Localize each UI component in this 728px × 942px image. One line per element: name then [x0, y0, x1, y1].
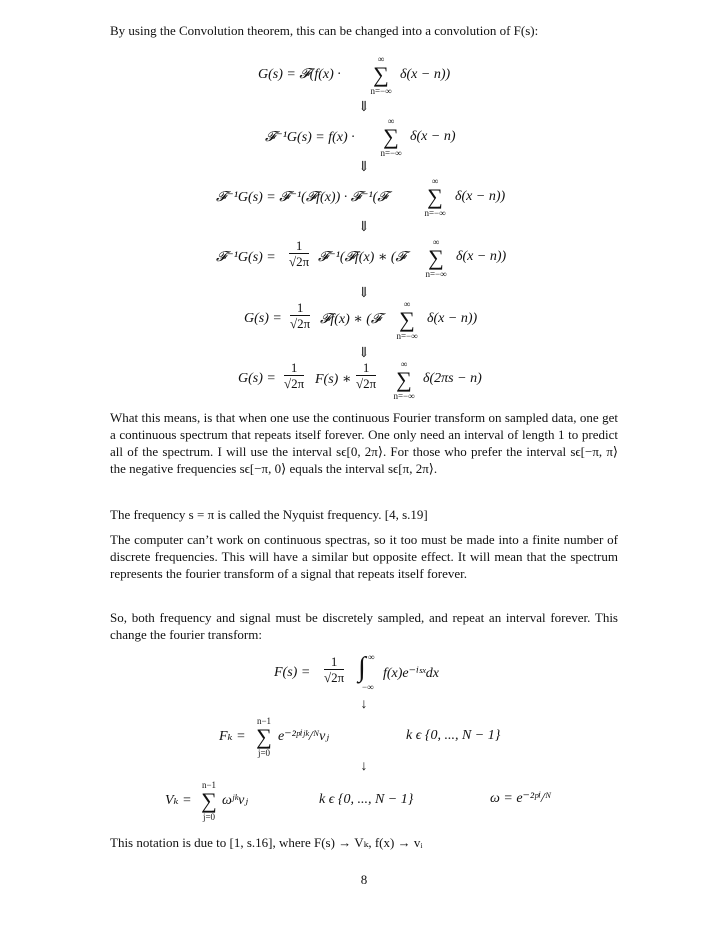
eq1-sum-bottom: n=−∞: [370, 86, 392, 96]
eq3-sum-bottom: n=−∞: [424, 208, 446, 218]
down-arrow: ↓: [360, 697, 368, 712]
eq4-mid: 𝓕⁻¹(𝓕f(x) ∗ (𝓕: [318, 250, 406, 265]
eq8-sum-top: n−1: [256, 716, 272, 726]
intro-text: By using the Convolution theorem, this can be changed into a convolution of F(s):: [110, 23, 539, 38]
double-down-arrow: ⇓: [358, 160, 370, 175]
eq5-sum-top: ∞: [403, 299, 411, 309]
eq9-lhs: Vₖ =: [165, 793, 192, 808]
eq9-omega: ω = e⁻²ᵖⁱ/ᴺ: [490, 791, 552, 806]
eq9-sum: [197, 780, 221, 822]
eq7-int-top: ∞: [368, 652, 375, 662]
double-down-arrow: ⇓: [358, 100, 370, 115]
paragraph-4: So, both frequency and signal must be discretely sampled, and repeat an interval forever. This change the fourier transform:: [110, 610, 618, 642]
eq7-lhs: F(s) =: [274, 665, 311, 680]
eq5-rhs: δ(x − n)): [427, 311, 478, 326]
eq6-sum-bottom: n=−∞: [393, 391, 415, 401]
sum-symbol: ∑: [427, 184, 443, 209]
eq4-sum-top: ∞: [432, 237, 440, 247]
eq5-lhs: G(s) =: [244, 311, 282, 326]
eq6-fraction: [282, 360, 306, 392]
eq1-rhs: δ(x − n)): [400, 67, 451, 82]
eq4-sum-bottom: n=−∞: [425, 269, 447, 279]
eq8-rhs: e⁻²ᵖⁱʲᵏ/ᴺvⱼ: [278, 729, 330, 744]
eq8-sum: [252, 716, 276, 758]
eq6-sum: [389, 359, 419, 401]
eq1-sum-top: ∞: [377, 54, 385, 64]
double-down-arrow: ⇓: [358, 286, 370, 301]
eq4-lhs: 𝓕⁻¹G(s) =: [216, 250, 276, 265]
paragraph-1: What this means, is that when one use the continuous Fourier transform on sampled data, one get a continuous spectrum that repeats itself forever. One only need an interval of length 1 to predict all of the spectrum. I will use the interval sϵ[0, 2π⟩. For those who prefer the interval sϵ[−π, π⟩ the negative frequencies sϵ[−π, 0⟩ equals the interval sϵ[π, 2π⟩.: [110, 410, 618, 476]
eq9-rhs: ωʲᵏvⱼ: [222, 793, 249, 808]
eq2-lhs: 𝓕⁻¹G(s) = f(x) ·: [265, 130, 355, 145]
eq2-rhs: δ(x − n): [410, 129, 456, 144]
double-down-arrow: ⇓: [358, 346, 370, 361]
fraction-denominator: √2π: [289, 254, 310, 269]
eq6-fraction-2: [354, 360, 378, 392]
eq6-sum-top: ∞: [400, 359, 408, 369]
eq9-sum-top: n−1: [201, 780, 217, 790]
eq7-int-bottom: −∞: [362, 682, 374, 692]
eq2-sum-top: ∞: [387, 116, 395, 126]
eq3-lhs: 𝓕⁻¹G(s) = 𝓕⁻¹(𝓕f(x)) · 𝓕⁻¹(𝓕: [216, 190, 388, 205]
double-down-arrow: ⇓: [358, 220, 370, 235]
eq3-sum: [420, 176, 450, 218]
fraction-numerator: 1: [290, 300, 310, 316]
fraction-denominator: √2π: [284, 376, 305, 391]
eq3-rhs: δ(x − n)): [455, 189, 506, 204]
eq5-sum-bottom: n=−∞: [396, 331, 418, 341]
eq6-mid: F(s) ∗: [315, 372, 352, 387]
sum-symbol: ∑: [428, 245, 444, 270]
sum-symbol: ∑: [256, 724, 272, 749]
eq5-mid: 𝓕f(x) ∗ (𝓕: [320, 312, 382, 327]
fraction-numerator: 1: [284, 360, 304, 376]
eq2-sum: [376, 116, 406, 158]
fraction-numerator: 1: [289, 238, 309, 254]
fraction-denominator: √2π: [356, 376, 377, 391]
eq1-sum: [366, 54, 396, 96]
eq4-sum: [421, 237, 451, 279]
eq4-rhs: δ(x − n)): [456, 249, 507, 264]
down-arrow: ↓: [360, 759, 368, 774]
sum-symbol: ∑: [399, 307, 415, 332]
paragraph-5: This notation is due to [1, s.16], where F(s) → Vₖ, f(x) → vᵢ: [110, 835, 423, 850]
fraction-numerator: 1: [324, 654, 344, 670]
sum-symbol: ∑: [201, 788, 217, 813]
page-number: 8: [360, 872, 368, 887]
eq8-condition: k ϵ {0, ..., N − 1}: [406, 728, 501, 743]
eq6-lhs: G(s) =: [238, 371, 276, 386]
eq7-fraction: [322, 654, 346, 686]
eq4-fraction: [287, 238, 311, 270]
eq3-sum-top: ∞: [431, 176, 439, 186]
sum-symbol: ∑: [396, 367, 412, 392]
eq7-rhs: f(x)e⁻ⁱˢˣdx: [383, 666, 439, 681]
eq8-lhs: Fₖ =: [219, 729, 246, 744]
sum-symbol: ∑: [383, 124, 399, 149]
eq9-sum-bottom: j=0: [202, 812, 216, 822]
eq5-fraction: [288, 300, 312, 332]
eq1-lhs: G(s) = 𝓕(f(x) ·: [258, 67, 341, 82]
eq5-sum: [392, 299, 422, 341]
paragraph-2: The frequency s = π is called the Nyquist frequency. [4, s.19]: [110, 507, 428, 522]
fraction-denominator: √2π: [324, 670, 345, 685]
eq6-rhs: δ(2πs − n): [423, 371, 482, 386]
fraction-denominator: √2π: [290, 316, 311, 331]
integral-symbol: ∫: [358, 652, 366, 683]
sum-symbol: ∑: [373, 62, 389, 87]
paragraph-3: The computer can’t work on continuous spectras, so it too must be made into a finite number of discrete frequencies. This will have a similar but opposite effect. It will mean that the spectrum represents the fourier transform of a signal that repeats itself forever.: [110, 532, 618, 581]
eq2-sum-bottom: n=−∞: [380, 148, 402, 158]
fraction-numerator: 1: [356, 360, 376, 376]
eq9-condition: k ϵ {0, ..., N − 1}: [319, 792, 414, 807]
eq8-sum-bottom: j=0: [257, 748, 271, 758]
